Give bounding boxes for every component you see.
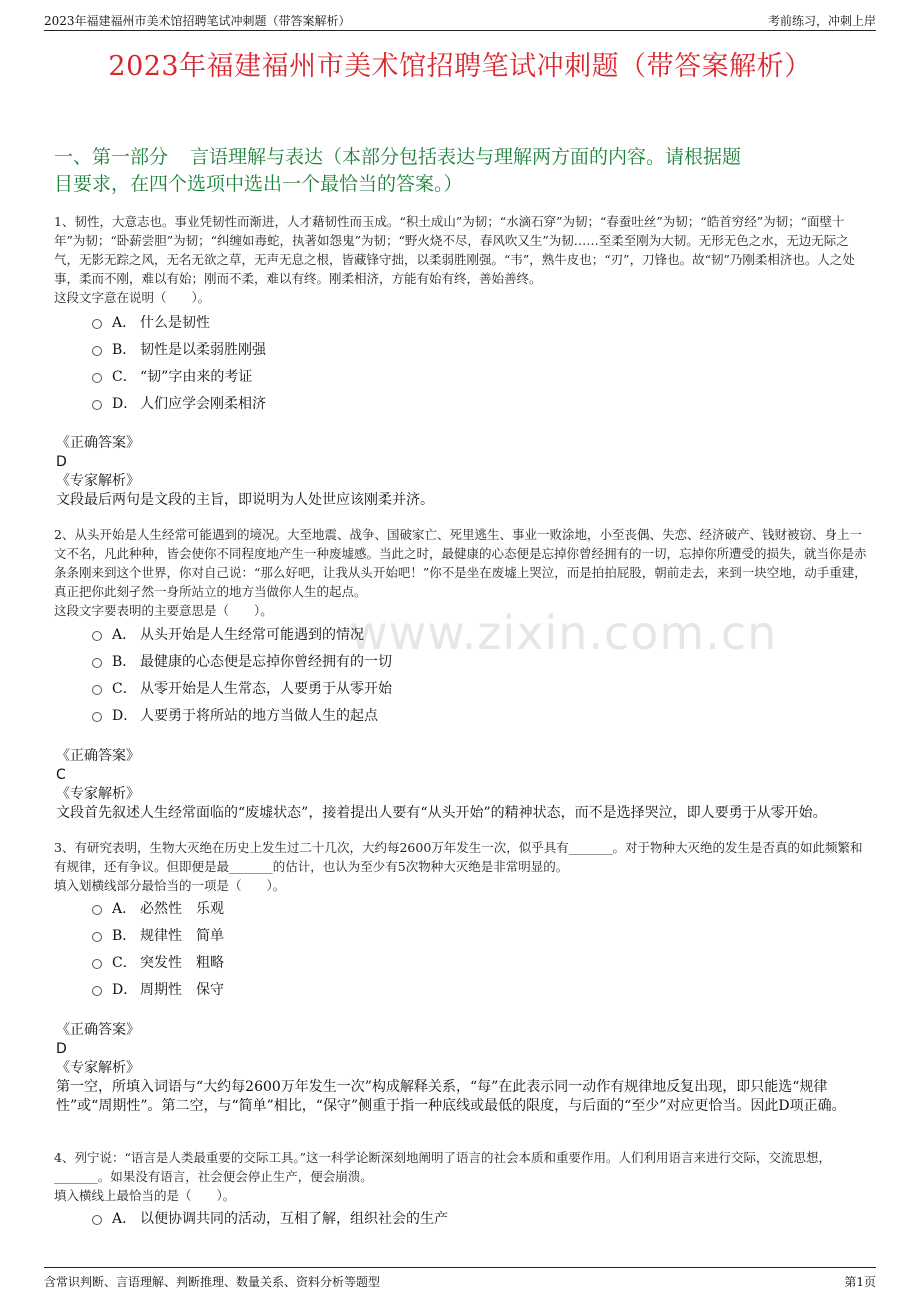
question-prompt: 这段文字意在说明（ ）。 — [54, 290, 211, 305]
option-letter: D． — [112, 708, 138, 724]
option-text: “韧”字由来的考证 — [140, 369, 253, 385]
q3-answer — [56, 1021, 876, 1078]
answer-label: 《正确答案》 — [56, 1022, 140, 1038]
question-4 — [54, 1148, 872, 1205]
option-letter: A． — [112, 901, 137, 917]
page-footer — [44, 1267, 876, 1292]
question-text: 2、从头开始是人生经常可能遇到的境况。大至地震、战争、国破家亡、死里逃生、事业一败涂地，小至丧偶、失恋、经济破产、钱财被窃、身上一文不名，凡此种种，皆会使你不同程度地产生一种废墟感。当此之时，最健康的心态便是忘掉你曾经拥有的一切，忘掉你所遭受的损失，就当你是赤条条刚来到这个世界，你对自己说：“那么好吧，让我从头开始吧！”你不是坐在废墟上哭泣，而是拍拍屁股，朝前走去，来到一块空地，动手重建，真正把你此刻孑然一身所站立的地方当做你人生的起点。 — [54, 527, 867, 599]
watermark: www.zixin.com.cn — [350, 606, 778, 660]
q2-analysis: 文段首先叙述人生经常面临的“废墟状态”，接着提出人要有“从头开始”的精神状态，而不是选择哭泣，即人要勇于从零开始。 — [56, 805, 827, 821]
option-text: 周期性 保守 — [140, 982, 224, 998]
answer-label: 《正确答案》 — [56, 748, 140, 764]
option-letter: C． — [112, 681, 137, 697]
option-text: 从零开始是人生常态，人要勇于从零开始 — [140, 681, 392, 697]
q1-option-a[interactable] — [92, 312, 210, 332]
q2-option-b[interactable] — [92, 651, 392, 671]
option-letter: C． — [112, 369, 137, 385]
option-text: 什么是韧性 — [140, 315, 210, 331]
answer-label: 《正确答案》 — [56, 435, 140, 451]
radio-icon[interactable] — [92, 959, 102, 969]
radio-icon[interactable] — [92, 905, 102, 915]
q1-analysis: 文段最后两句是文段的主旨，即说明为人处世应该刚柔并济。 — [56, 492, 434, 508]
option-text: 从头开始是人生经常可能遇到的情况 — [140, 627, 364, 643]
option-text: 人们应学会刚柔相济 — [140, 396, 266, 412]
q1-option-c[interactable] — [92, 366, 252, 386]
page-header — [44, 8, 876, 31]
option-text: 最健康的心态便是忘掉你曾经拥有的一切 — [140, 654, 392, 670]
question-text: 1、韧性，大意志也。事业凭韧性而渐进，人才藉韧性而玉成。“积土成山”为韧；“水滴石穿”为韧；“春蚕吐丝”为韧；“皓首穷经”为韧；“面壁十年”为韧；“卧薪尝胆”为韧；“纠缠如毒蛇，执著如怨鬼”为韧；“野火烧不尽，春风吹又生”为韧……至柔至刚为大韧。无形无色之水，无边无际之气，无影无踪之风，无名无欲之草，无声无息之根，皆藏锋守拙，以柔弱胜刚强。“韦”，熟牛皮也；“刃”，刀锋也。故“韧”乃刚柔相济也。人之处事，柔而不刚，难以有始；刚而不柔，难以有终。刚柔相济，方能有始有终，善始善终。 — [54, 214, 855, 286]
q1-option-d[interactable] — [92, 393, 266, 413]
q3-option-b[interactable] — [92, 925, 224, 945]
option-text: 以便协调共同的活动，互相了解，组织社会的生产 — [140, 1211, 448, 1227]
option-text: 规律性 简单 — [140, 928, 224, 944]
radio-icon[interactable] — [92, 1215, 102, 1225]
section-desc-cont: 目要求，在四个选项中选出一个最恰当的答案。） — [54, 173, 463, 195]
question-text: 4、列宁说：“语言是人类最重要的交际工具。”这一科学论断深刻地阐明了语言的社会本质和重要作用。人们利用语言来进行交际，交流思想，_______。如果没有语言，社会便会停止生产，便会崩溃。 — [54, 1150, 831, 1184]
analysis-label: 《专家解析》 — [56, 786, 140, 802]
option-letter: C． — [112, 955, 137, 971]
q1-option-b[interactable] — [92, 339, 266, 359]
q1-answer — [56, 434, 876, 491]
option-letter: B． — [112, 342, 137, 358]
radio-icon[interactable] — [92, 712, 102, 722]
answer-value: D — [56, 454, 67, 470]
option-letter: A． — [112, 627, 137, 643]
question-1 — [54, 212, 872, 307]
radio-icon[interactable] — [92, 986, 102, 996]
option-text: 韧性是以柔弱胜刚强 — [140, 342, 266, 358]
radio-icon[interactable] — [92, 932, 102, 942]
radio-icon[interactable] — [92, 631, 102, 641]
question-prompt: 这段文字要表明的主要意思是（ ）。 — [54, 603, 273, 618]
radio-icon[interactable] — [92, 658, 102, 668]
section-heading — [54, 144, 872, 198]
q3-option-a[interactable] — [92, 898, 224, 918]
question-prompt: 填入划横线部分最恰当的一项是（ ）。 — [54, 878, 286, 893]
radio-icon[interactable] — [92, 319, 102, 329]
q4-option-a[interactable] — [92, 1208, 448, 1228]
document-title: 2023年福建福州市美术馆招聘笔试冲刺题（带答案解析） — [108, 51, 812, 82]
option-letter: D． — [112, 396, 138, 412]
header-slogan: 考前练习，冲刺上岸 — [767, 14, 876, 28]
q3-option-d[interactable] — [92, 979, 224, 999]
q2-answer — [56, 747, 876, 804]
option-text: 人要勇于将所站的地方当做人生的起点 — [140, 708, 378, 724]
option-letter: A． — [112, 1211, 137, 1227]
option-letter: B． — [112, 654, 137, 670]
question-prompt: 填入横线上最恰当的是（ ）。 — [54, 1188, 236, 1203]
option-letter: A． — [112, 315, 137, 331]
option-letter: D． — [112, 982, 138, 998]
question-text: 3、有研究表明，生物大灭绝在历史上发生过二十几次，大约每2600万年发生一次，似乎具有_______。对于物种大灭绝的发生是否真的如此频繁和有规律，还有争议。但即便是最_______的估计，也认为至少有5次物种大灭绝是非常明显的。 — [54, 840, 863, 874]
question-3 — [54, 838, 872, 895]
page-number: 第1页 — [844, 1275, 876, 1289]
section-part: 一、第一部分 — [54, 146, 169, 168]
q2-option-a[interactable] — [92, 624, 364, 644]
option-text: 突发性 粗略 — [140, 955, 224, 971]
question-2 — [54, 525, 872, 620]
option-letter: B． — [112, 928, 137, 944]
q3-option-c[interactable] — [92, 952, 224, 972]
analysis-label: 《专家解析》 — [56, 1060, 140, 1076]
q2-option-c[interactable] — [92, 678, 392, 698]
analysis-label: 《专家解析》 — [56, 473, 140, 489]
section-desc: 言语理解与表达（本部分包括表达与理解两方面的内容。请根据题 — [190, 146, 742, 168]
footer-note: 含常识判断、言语理解、判断推理、数量关系、资料分析等题型 — [44, 1275, 381, 1289]
q3-analysis: 第一空，所填入词语与“大约每2600万年发生一次”构成解释关系，“每”在此表示同一动作有规律地反复出现，即只能选“规律性”或“周期性”。第二空，与“简单”相比，“保守”侧重于指一种底线或最低的限度，与后面的“至少”对应更恰当。因此D项正确。 — [56, 1079, 846, 1114]
q2-option-d[interactable] — [92, 705, 378, 725]
option-text: 必然性 乐观 — [140, 901, 224, 917]
header-doc-title: 2023年福建福州市美术馆招聘笔试冲刺题（带答案解析） — [44, 14, 351, 28]
radio-icon[interactable] — [92, 685, 102, 695]
answer-value: C — [56, 767, 66, 783]
answer-value: D — [56, 1041, 67, 1057]
radio-icon[interactable] — [92, 400, 102, 410]
radio-icon[interactable] — [92, 346, 102, 356]
radio-icon[interactable] — [92, 373, 102, 383]
